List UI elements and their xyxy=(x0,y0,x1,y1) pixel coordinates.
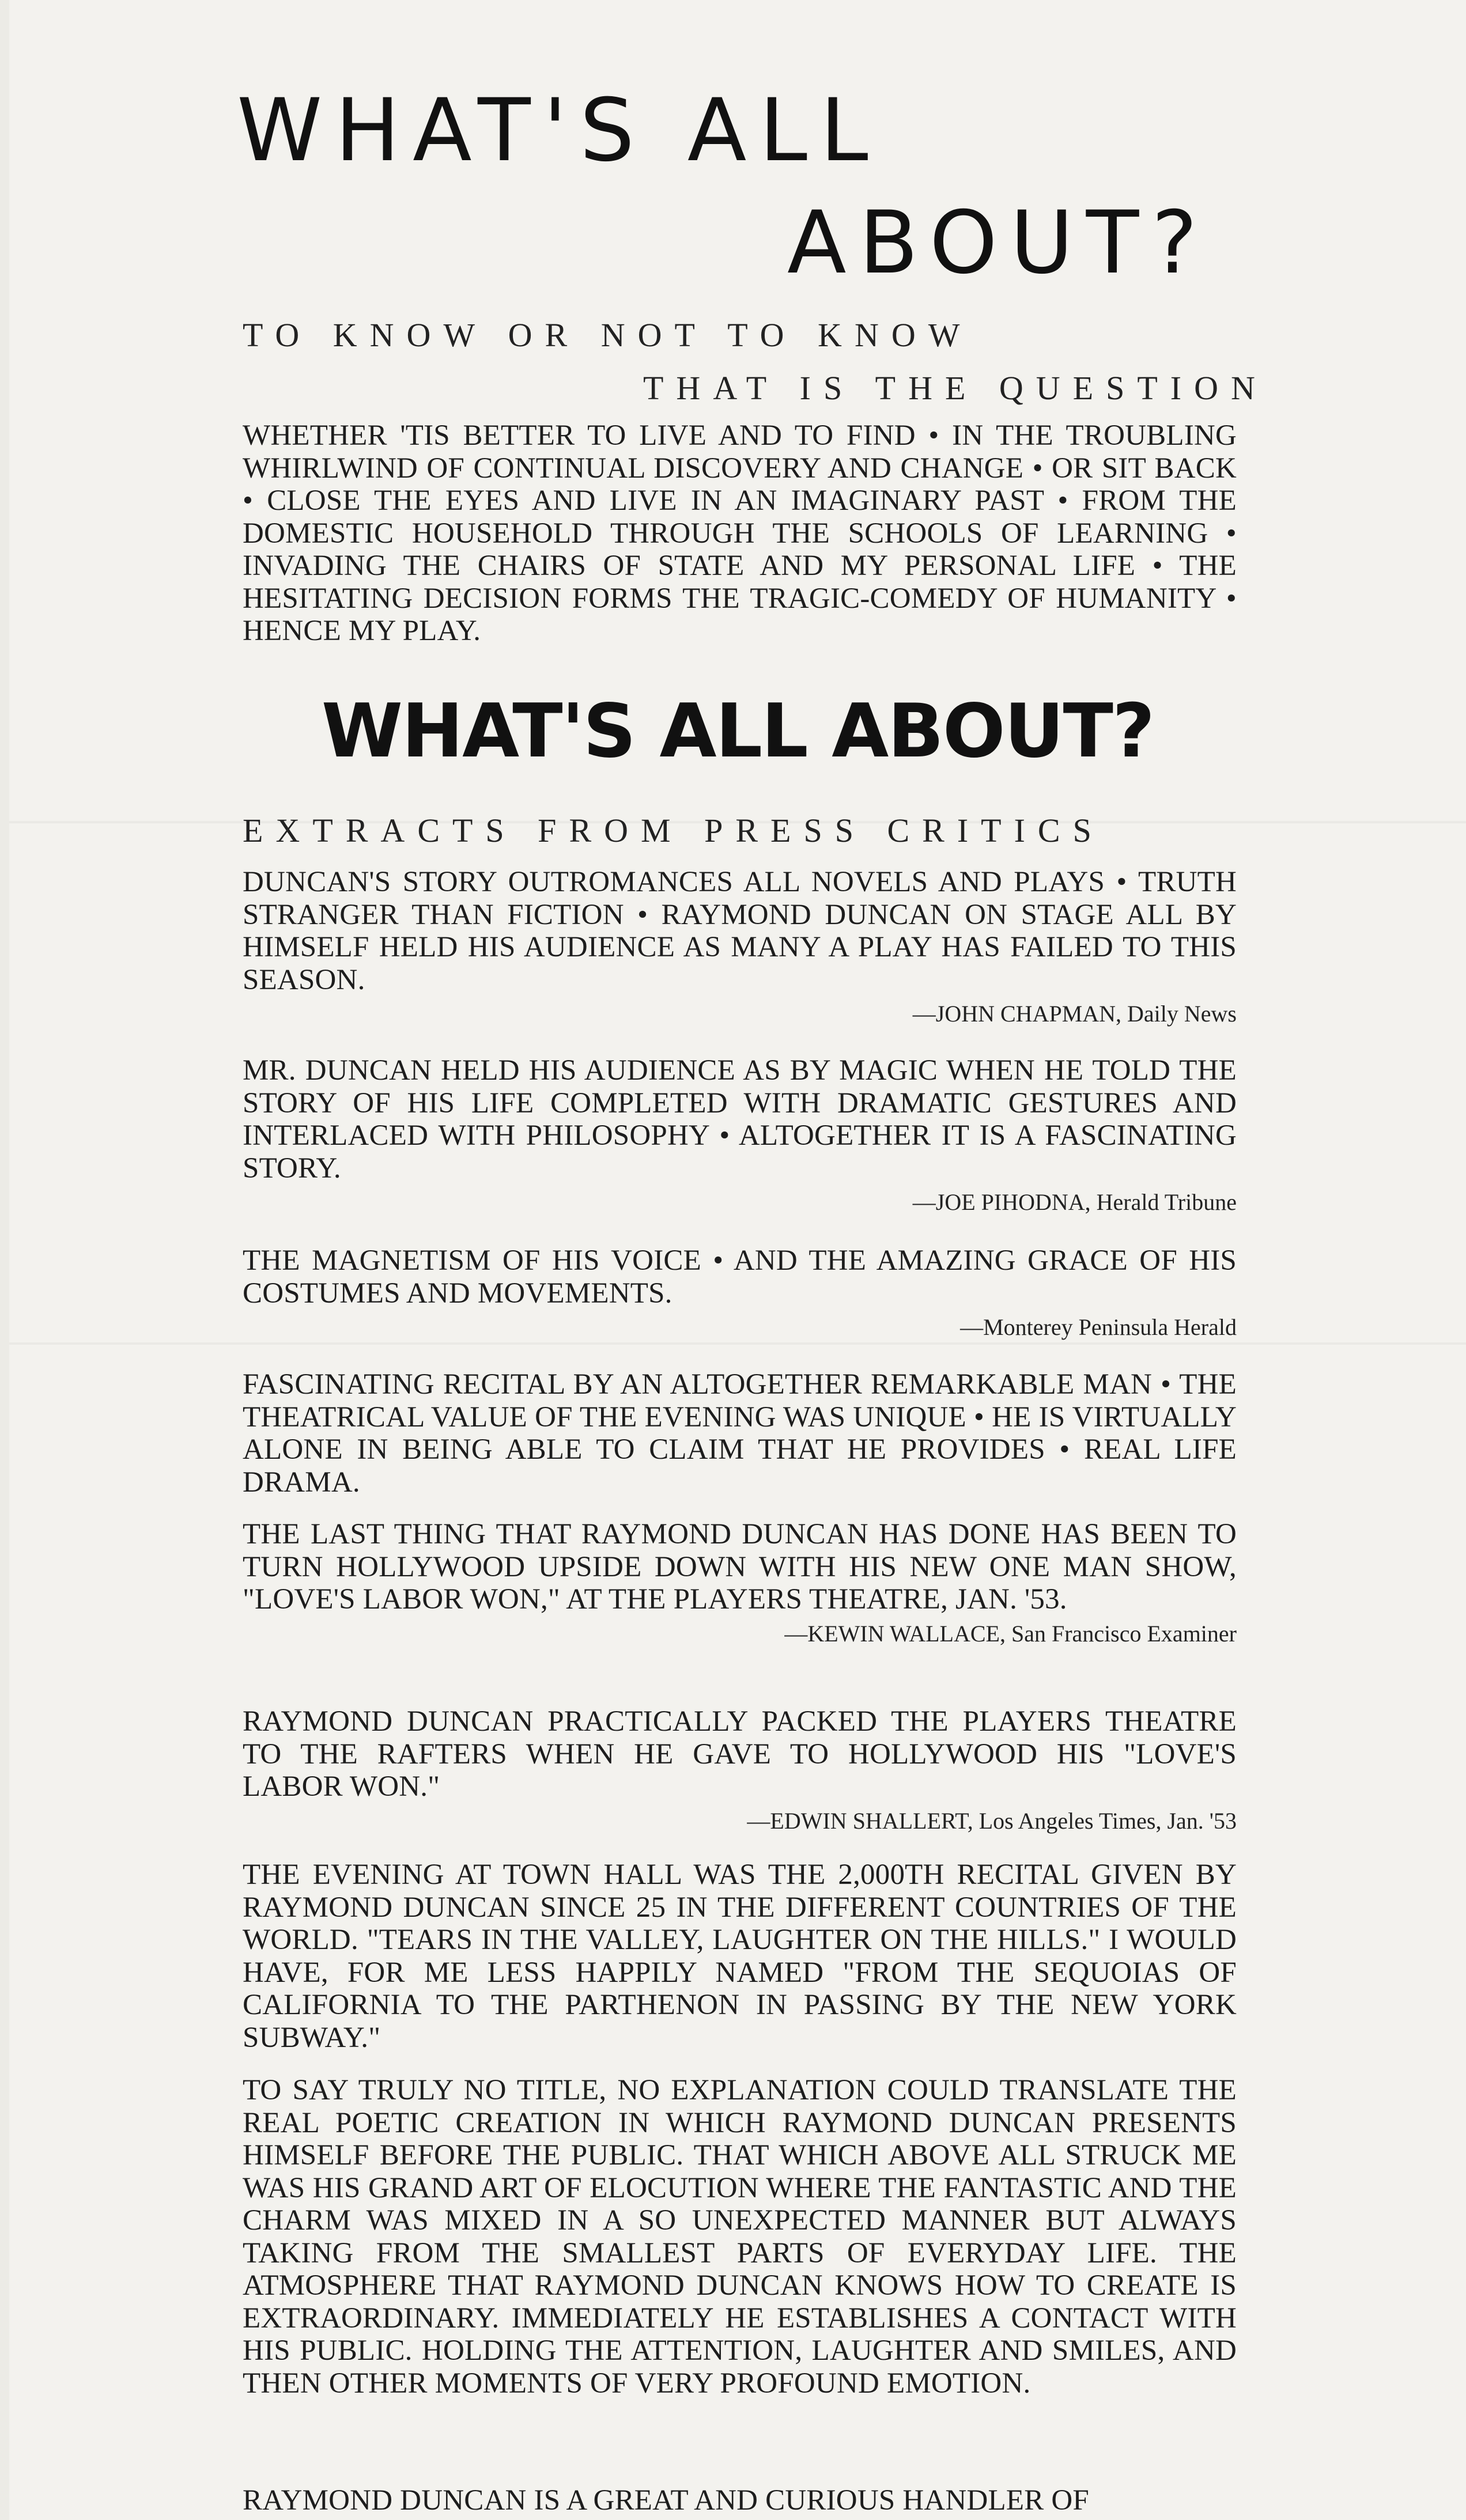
quote-attribution: —Monterey Peninsula Herald xyxy=(960,1314,1237,1340)
paper-fold xyxy=(9,1342,1466,1345)
critic-quote xyxy=(243,1859,1237,2054)
flyer-page xyxy=(9,0,1466,2520)
critic-quote xyxy=(243,1368,1237,1499)
critic-quote xyxy=(243,1244,1237,1342)
intro-paragraph: WHETHER 'TIS BETTER TO LIVE AND TO FIND • IN THE TROUBLING WHIRLWIND OF CONTINUAL DISCOVERY AND CHANGE • OR SIT BACK • CLOSE THE EYES AND LIVE IN AN IMAGINARY PAST • FROM THE DOMESTIC HOUSEHOLD THROUGH THE SCHOOLS OF LEARNING • INVADING THE CHAIRS OF STATE AND MY PERSONAL LIFE • THE HESITATING DECISION FORMS THE TRAGIC-COMEDY OF HUMANITY • HENCE MY PLAY. xyxy=(243,419,1237,647)
quote-attribution: —KEWIN WALLACE, San Francisco Examiner xyxy=(784,1620,1237,1647)
quote-text: MR. DUNCAN HELD HIS AUDIENCE AS BY MAGIC WHEN HE TOLD THE STORY OF HIS LIFE COMPLETED WITH DRAMATIC GESTURES AND INTERLACED WITH PHILOSOPHY • ALTOGETHER IT IS A FASCINATING STORY. xyxy=(243,1054,1237,1185)
critic-quote xyxy=(243,1518,1237,1648)
main-title-line-1: WHAT'S ALL xyxy=(237,81,881,181)
quote-attribution: —JOHN CHAPMAN, Daily News xyxy=(912,1001,1237,1027)
critic-quote xyxy=(243,2484,1237,2517)
critic-quote xyxy=(243,1705,1237,1836)
quote-attribution: —JOE PIHODNA, Herald Tribune xyxy=(912,1189,1237,1215)
critic-quote xyxy=(243,866,1237,1028)
main-title-line-2: ABOUT? xyxy=(787,193,1210,293)
quote-text: THE EVENING AT TOWN HALL WAS THE 2,000TH RECITAL GIVEN BY RAYMOND DUNCAN SINCE 25 IN THE DIFFERENT COUNTRIES OF THE WORLD. "TEARS IN THE VALLEY, LAUGHTER ON THE HILLS." I WOULD HAVE, FOR ME LESS HAPPILY NAMED "FROM THE SEQUOIAS OF CALIFORNIA TO THE PARTHENON IN PASSING BY THE NEW YORK SUBWAY." xyxy=(243,1859,1237,2054)
extracts-label: EXTRACTS FROM PRESS CRITICS xyxy=(243,812,1104,849)
quote-attribution: —EDWIN SHALLERT, Los Angeles Times, Jan. '53 xyxy=(747,1807,1237,1834)
intro-line-1: TO KNOW OR NOT TO KNOW xyxy=(243,316,973,354)
quote-text: TO SAY TRULY NO TITLE, NO EXPLANATION COULD TRANSLATE THE REAL POETIC CREATION IN WHICH RAYMOND DUNCAN PRESENTS HIMSELF BEFORE THE PUBLIC. THAT WHICH ABOVE ALL STRUCK ME WAS HIS GRAND ART OF ELOCUTION WHERE THE FANTASTIC AND THE CHARM WAS MIXED IN A SO UNEXPECTED MANNER BUT ALWAYS TAKING FROM THE SMALLEST PARTS OF EVERYDAY LIFE. THE ATMOSPHERE THAT RAYMOND DUNCAN KNOWS HOW TO CREATE IS EXTRAORDINARY. IMMEDIATELY HE ESTABLISHES A CONTACT WITH HIS PUBLIC. HOLDING THE ATTENTION, LAUGHTER AND SMILES, AND THEN OTHER MOMENTS OF VERY PROFOUND EMOTION. xyxy=(243,2074,1237,2400)
quote-text: THE MAGNETISM OF HIS VOICE • AND THE AMAZING GRACE OF HIS COSTUMES AND MOVEMENTS. xyxy=(243,1244,1237,1310)
subheading: WHAT'S ALL ABOUT? xyxy=(321,688,1154,774)
quote-text: RAYMOND DUNCAN IS A GREAT AND CURIOUS HANDLER OF xyxy=(243,2484,1089,2517)
intro-paragraph-block xyxy=(243,419,1237,648)
critic-quote xyxy=(243,2074,1237,2400)
quote-text: RAYMOND DUNCAN PRACTICALLY PACKED THE PLAYERS THEATRE TO THE RAFTERS WHEN HE GAVE TO HOLLYWOOD HIS "LOVE'S LABOR WON." xyxy=(243,1705,1237,1803)
quote-text: DUNCAN'S STORY OUTROMANCES ALL NOVELS AND PLAYS • TRUTH STRANGER THAN FICTION • RAYMOND DUNCAN ON STAGE ALL BY HIMSELF HELD HIS AUDIENCE AS MANY A PLAY HAS FAILED TO THIS SEASON. xyxy=(243,866,1237,996)
intro-line-2: THAT IS THE QUESTION xyxy=(643,369,1268,407)
quote-text: FASCINATING RECITAL BY AN ALTOGETHER REMARKABLE MAN • THE THEATRICAL VALUE OF THE EVENING WAS UNIQUE • HE IS VIRTUALLY ALONE IN BEING ABLE TO CLAIM THAT HE PROVIDES • REAL LIFE DRAMA. xyxy=(243,1368,1237,1499)
critic-quote xyxy=(243,1054,1237,1217)
quote-text: THE LAST THING THAT RAYMOND DUNCAN HAS DONE HAS BEEN TO TURN HOLLYWOOD UPSIDE DOWN WITH HIS NEW ONE MAN SHOW, "LOVE'S LABOR WON," AT THE PLAYERS THEATRE, JAN. '53. xyxy=(243,1518,1237,1615)
